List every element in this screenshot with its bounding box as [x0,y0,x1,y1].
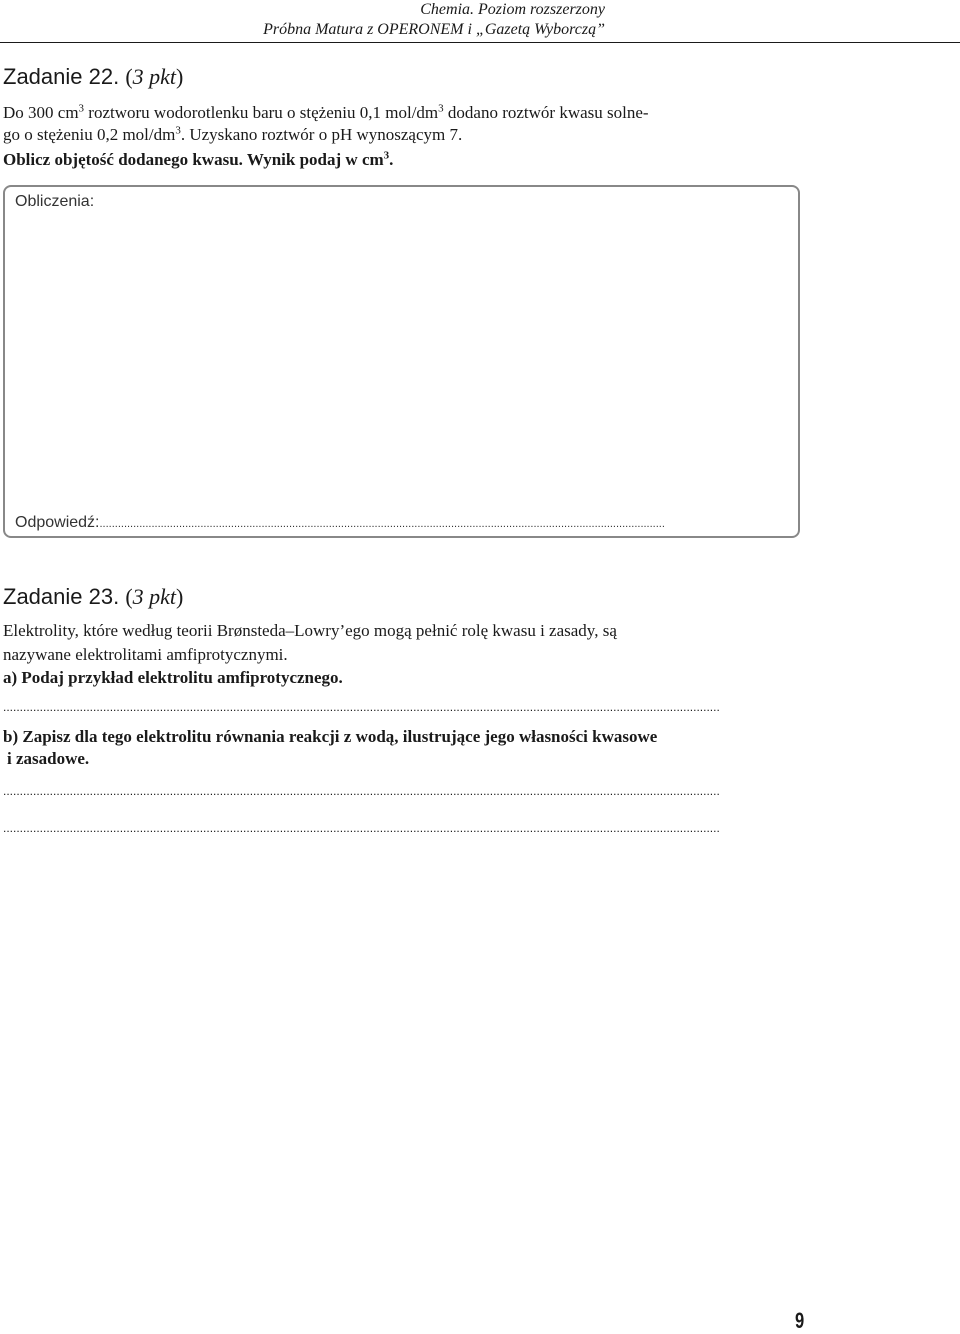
calculations-label: Obliczenia: [15,193,95,210]
task-22-text-segment: . Uzyskano roztwór o pH wynoszącym 7. [180,125,463,144]
task-23-question-b-line-1: b) Zapisz dla tego elektrolitu równania reakcji z wodą, ilustrujące jego własności kwasowe [3,727,658,746]
answer-dots: ......................................................................................................................................................................................... [99,518,665,530]
task-22-heading [3,64,183,90]
task-23-question-b-line-2: i zasadowe. [7,749,90,768]
answer-line-b-2[interactable]: ....................................................................................................................................................................................................................... [3,821,720,835]
page-number: 9 [795,1308,805,1333]
task-22-points-value: 3 pkt [132,64,177,89]
task-22-text-segment: roztworu wodorotlenku baru o stężeniu 0,1 mol/dm [84,103,439,122]
superscript: 3 [175,124,181,137]
task-23-title: Zadanie 23. [3,584,120,609]
task-22-text-line-1 [3,102,809,123]
header-divider [0,42,960,43]
task-22-title: Zadanie 22. [3,64,120,89]
task-22-text-segment: go o stężeniu 0,2 mol/dm [3,125,176,144]
task-22-text-segment: dodano roztwór kwasu solne- [443,103,649,122]
answer-line[interactable] [15,514,785,532]
answer-line-a[interactable]: ....................................................................................................................................................................................................................... [3,700,720,714]
header-subject: Chemia. Poziom rozszerzony [420,1,605,18]
task-22-instruction-text: Oblicz objętość dodanego kwasu. Wynik podaj w cm [3,150,384,169]
task-22-points-open: ( [125,64,133,89]
task-22-text-line-2 [3,124,809,145]
task-23-text-line-1: Elektrolity, które według teorii Brønsteda–Lowry’ego mogą pełnić rolę kwasu i zasady, są [3,621,617,640]
task-23-points-close: ) [176,584,184,609]
answer-label: Odpowiedź: [15,514,100,531]
task-23-text-line-2: nazywane elektrolitami amfiprotycznymi. [3,645,288,664]
task-23-question-a: a) Podaj przykład elektrolitu amfiprotycznego. [3,668,343,687]
task-22-text-segment: Do 300 cm [3,103,79,122]
superscript: 3 [78,102,85,115]
task-23-points [125,584,183,609]
task-22-instruction [3,149,809,170]
task-22-instruction-text: . [389,150,394,169]
page-header [263,0,605,40]
superscript: 3 [383,149,390,162]
answer-line-b-1[interactable]: ....................................................................................................................................................................................................................... [3,784,720,798]
task-22-points [125,64,183,89]
task-23-heading [3,584,183,610]
superscript: 3 [438,102,444,115]
task-22-points-close: ) [176,64,184,89]
calculation-answer-box[interactable] [3,185,800,538]
task-23-points-open: ( [125,584,133,609]
task-23-points-value: 3 pkt [132,584,177,609]
header-exam-name: Próbna Matura z OPERONEM i „Gazetą Wyborczą” [263,21,605,38]
